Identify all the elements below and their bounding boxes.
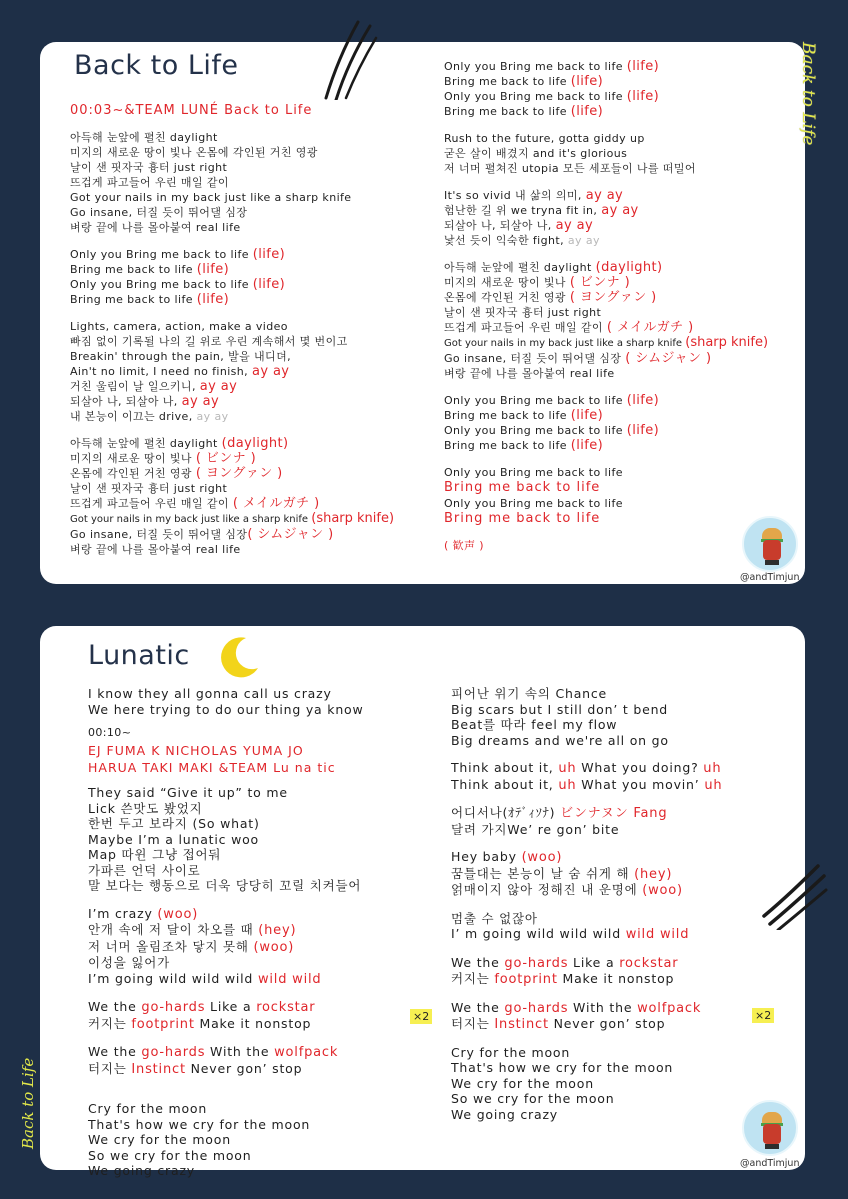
lyric-line: 날이 샌 핏자국 흉터 just right [444, 306, 602, 319]
lyric-line: Bring me back to life (life) [444, 438, 604, 453]
claw-marks-icon [760, 860, 828, 930]
lyric-line: We the go-hards Like a rockstar [451, 954, 679, 971]
lyric-line: Breakin' through the pain, 발을 내디뎌, [70, 350, 291, 363]
side-logo [786, 42, 826, 186]
lyric-line: Bring me back to life (life) [70, 292, 230, 307]
lyric-line: 낯선 듯이 익숙한 fight, ay ay [444, 234, 600, 247]
lyric-line: 뜨겁게 파고들어 우린 매일 같이 [70, 176, 229, 189]
lyric-line: We the go-hards With the wolfpack [451, 999, 702, 1016]
lyric-line: Only you Bring me back to life (life) [444, 393, 660, 408]
lyric-line: 험난한 길 위 we tryna fit in, ay ay [444, 203, 639, 218]
lyric-line: Bring me back to life [444, 480, 601, 495]
song-title: Back to Life [74, 50, 239, 81]
lyric-line: 내 본능이 이끄는 drive, ay ay [70, 410, 229, 423]
stanza-gap [451, 837, 722, 849]
lyric-line: They said “Give it up” to me [88, 785, 288, 800]
lyric-line: Rush to the future, gotta giddy up [444, 132, 645, 145]
lyric-line: Got your nails in my back just like a sharp knife (sharp knife) [444, 335, 769, 350]
lyric-line: Bring me back to life (life) [444, 408, 604, 423]
lyric-line: 되살아 나, 되살아 나, ay ay [70, 394, 220, 409]
lyric-line: 달려 가지We’ re gon’ bite [451, 821, 620, 837]
lyric-line: It's so vivid 내 삶의 의미, ay ay [444, 188, 624, 203]
lyric-line: We the go-hards Like a rockstar [88, 999, 316, 1015]
credit-time: 00:10~ [88, 726, 132, 739]
lyric-line: That's how we cry for the moon [88, 1116, 311, 1132]
lyric-line: I’m going wild wild wild wild wild [88, 970, 322, 987]
lyric-line: Big scars but I still don’ t bend [451, 701, 669, 717]
lyric-line: 커지는 footprint Make it nonstop [451, 971, 675, 987]
lyric-line: Hey baby (woo) [451, 849, 563, 865]
lyric-line: Go insane, 터질 듯이 뛰어댈 심장 [70, 206, 248, 219]
lyric-line: I’m crazy (woo) [88, 905, 199, 922]
lyric-line: 굳은 살이 배겼지 and it's glorious [444, 147, 628, 160]
lyric-line: I’ m going wild wild wild wild wild [451, 926, 690, 942]
lyric-line: 미지의 새로운 땅이 빛나 ( ビンナ ) [70, 451, 257, 466]
lyric-line: 날이 샌 핏자국 흉터 just right [70, 161, 228, 174]
lyric-line: Bring me back to life (life) [444, 74, 604, 89]
stanza-gap [88, 1077, 361, 1089]
lyric-line: Only you Bring me back to life [444, 496, 623, 510]
repeat-badge: ×2 [752, 1008, 774, 1023]
lyric-line: Big dreams and we're all on go [451, 732, 669, 748]
lyric-line: 아득해 눈앞에 펼친 daylight (daylight) [444, 260, 663, 275]
lyric-line: We going crazy [451, 1106, 559, 1122]
stanza-gap [88, 1032, 361, 1044]
stanza-gap [444, 453, 768, 465]
stanza-gap [88, 894, 361, 906]
claw-marks-icon [318, 18, 378, 100]
author-handle: @andTimjun [740, 1158, 800, 1169]
repeat-badge: ×2 [410, 1009, 432, 1024]
stanza-gap [451, 943, 722, 955]
stanza-gap [444, 119, 768, 131]
credit-members-1: EJ FUMA K NICHOLAS YUMA JO [88, 743, 304, 758]
lyric-line: 한번 두고 보라지 (So what) [88, 816, 260, 831]
lyric-line: 뜨겁게 파고들어 우린 매일 같이 ( メイルガチ ) [70, 496, 320, 511]
credit-members-2: HARUA TAKI MAKI &TEAM Lu na tic [88, 760, 336, 775]
lyric-line: Only you Bring me back to life (life) [444, 89, 660, 104]
lyric-line: 이성을 잃어가 [88, 955, 171, 970]
lyric-line: Ain't no limit, I need no finish, ay ay [70, 364, 290, 379]
lyric-line: So we cry for the moon [88, 1147, 252, 1163]
lyric-line: 아득해 눈앞에 펼친 daylight [70, 131, 218, 144]
lyric-line: Go insane, 터질 듯이 뛰어댈 심장 ( シムジャン ) [444, 351, 712, 366]
burger-feet-icon [765, 1144, 779, 1149]
burger-feet-icon [765, 560, 779, 565]
lyric-line: Beat를 따라 feel my flow [451, 717, 618, 732]
lyrics-left-column [70, 130, 394, 557]
lyric-line: We cry for the moon [451, 1075, 594, 1091]
lyrics-right-column [444, 59, 768, 553]
lyric-line: Lick 쓴맛도 봤었지 [88, 800, 203, 816]
lyrics-left-column [88, 785, 361, 1179]
lyric-line: Cry for the moon [88, 1101, 208, 1116]
lyric-line: 어디서나(ｵﾃﾞｨｿﾅ) ビンナヌン Fang [451, 805, 668, 821]
stanza-gap [451, 899, 722, 911]
lyric-line: So we cry for the moon [451, 1091, 615, 1106]
credit-text: 00:03~&TEAM LUNÉ Back to Life [70, 103, 313, 118]
avatar [742, 516, 798, 572]
lyric-line: 되살아 나, 되살아 나, ay ay [444, 218, 594, 233]
side-logo [12, 1040, 46, 1150]
stanza-gap [451, 793, 722, 805]
credit-block [88, 725, 336, 776]
side-logo-text: Back to Life [19, 1057, 37, 1149]
lyric-line: Bring me back to life (life) [70, 262, 230, 277]
song-title: Lunatic [88, 640, 190, 671]
stanza-gap [451, 748, 722, 760]
lyric-line: 거친 울림이 날 일으키니, ay ay [70, 379, 238, 394]
lyric-line: Go insane, 터질 듯이 뛰어댈 심장( シムジャン ) [70, 527, 334, 542]
lyric-line: 벼랑 끝에 나를 몰아붙여 real life [70, 221, 241, 234]
lyric-line: 저 너머 올림조차 닿지 못해 (woo) [88, 938, 295, 955]
lyric-line: Only you Bring me back to life (life) [444, 423, 660, 438]
lyric-line: Maybe I’m a lunatic woo [88, 831, 259, 847]
lyric-line: 터지는 Instinct Never gon’ stop [451, 1016, 666, 1032]
stanza-gap [88, 1089, 361, 1101]
lyric-line: Only you Bring me back to life [444, 466, 623, 479]
avatar [742, 1100, 798, 1156]
back-to-life-lyrics-card [40, 42, 805, 584]
stanza-gap [451, 988, 722, 1000]
lyric-line: 얽매이지 않아 정해진 내 운명에 (woo) [451, 882, 683, 898]
lyric-line: We going crazy [88, 1163, 196, 1178]
lyric-line: We here trying to do our thing ya know [88, 701, 364, 717]
stanza-gap [444, 176, 768, 188]
lyric-line: 꿈틀대는 본능이 날 숨 쉬게 해 (hey) [451, 865, 673, 882]
burger-body-icon [763, 540, 781, 560]
lyric-line: 온몸에 각인된 거친 영광 ( ヨングァン ) [444, 290, 657, 305]
stanza-gap [451, 1033, 722, 1045]
lyric-line: We the go-hards With the wolfpack [88, 1044, 339, 1060]
lyric-line: Lights, camera, action, make a video [70, 320, 288, 333]
lyric-line: 말 보다는 행동으로 더욱 당당히 꼬릴 치켜들어 [88, 878, 362, 893]
stanza-gap [444, 248, 768, 260]
side-logo-text: Back to Life [798, 42, 818, 146]
stanza-gap [70, 424, 394, 436]
author-handle: @andTimjun [740, 572, 800, 583]
lyric-line: 빠짐 없이 기록될 나의 길 위로 우린 계속해서 몇 번이고 [70, 335, 348, 348]
lyric-line: Only you Bring me back to life (life) [70, 247, 286, 262]
lyric-line: 저 너머 펼쳐진 utopia 모든 세포들이 나를 떠밀어 [444, 162, 696, 175]
lyrics-right-column [451, 686, 722, 1122]
lyric-line: 멈출 수 없잖아 [451, 910, 538, 926]
lyric-line: 미지의 새로운 땅이 빛나 ( ビンナ ) [444, 275, 631, 290]
lyric-line: 가파른 언덕 사이로 [88, 862, 201, 878]
lyric-line: Think about it, uh What you movin’ uh [451, 776, 723, 793]
lyric-line: We cry for the moon [88, 1132, 231, 1147]
stanza-gap [70, 235, 394, 247]
lyric-line: Got your nails in my back just like a sharp knife [70, 191, 352, 204]
lyric-line: Cry for the moon [451, 1044, 571, 1060]
lyric-line: Map 따윈 그냥 접어둬 [88, 847, 222, 862]
lyric-line: 피어난 위기 속의 Chance [451, 686, 608, 701]
stanza-gap [444, 381, 768, 393]
lyric-line: That's how we cry for the moon [451, 1060, 674, 1075]
lyric-line: Got your nails in my back just like a sharp knife (sharp knife) [70, 511, 395, 526]
lyric-line: 안개 속에 저 달이 차오를 때 (hey) [88, 922, 297, 938]
lyric-line: 미지의 새로운 땅이 빛나 온몸에 각인된 거친 영광 [70, 146, 318, 159]
lyric-line: 온몸에 각인된 거친 영광 ( ヨングァン ) [70, 466, 283, 481]
lyric-line: 벼랑 끝에 나를 몰아붙여 real life [70, 543, 241, 556]
lyrics-intro [88, 686, 364, 717]
lyric-line: 뜨겁게 파고들어 우린 매일 같이 ( メイルガチ ) [444, 320, 694, 335]
burger-body-icon [763, 1124, 781, 1144]
lyric-line: Think about it, uh What you doing? uh [451, 760, 722, 776]
lyric-line: ( 歓声 ) [444, 539, 484, 552]
lyric-line: 날이 샌 핏자국 흉터 just right [70, 482, 228, 495]
lyric-line: Bring me back to life (life) [444, 104, 604, 119]
lyric-line: 아득해 눈앞에 펼친 daylight (daylight) [70, 436, 289, 451]
crescent-moon-icon [216, 634, 262, 680]
lyric-line: 터지는 Instinct Never gon’ stop [88, 1060, 303, 1077]
lyric-line: Bring me back to life [444, 510, 601, 526]
stanza-gap [70, 307, 394, 319]
lyric-line: 커지는 footprint Make it nonstop [88, 1015, 312, 1032]
lyric-line: I know they all gonna call us crazy [88, 686, 332, 701]
stanza-gap [88, 987, 361, 999]
lyric-line: Only you Bring me back to life (life) [444, 59, 660, 74]
lunatic-lyrics-card [40, 626, 805, 1178]
lyric-line: Only you Bring me back to life (life) [70, 277, 286, 292]
lyric-line: 벼랑 끝에 나를 몰아붙여 real life [444, 367, 615, 380]
stanza-gap [444, 526, 768, 538]
credit-line [70, 102, 312, 119]
